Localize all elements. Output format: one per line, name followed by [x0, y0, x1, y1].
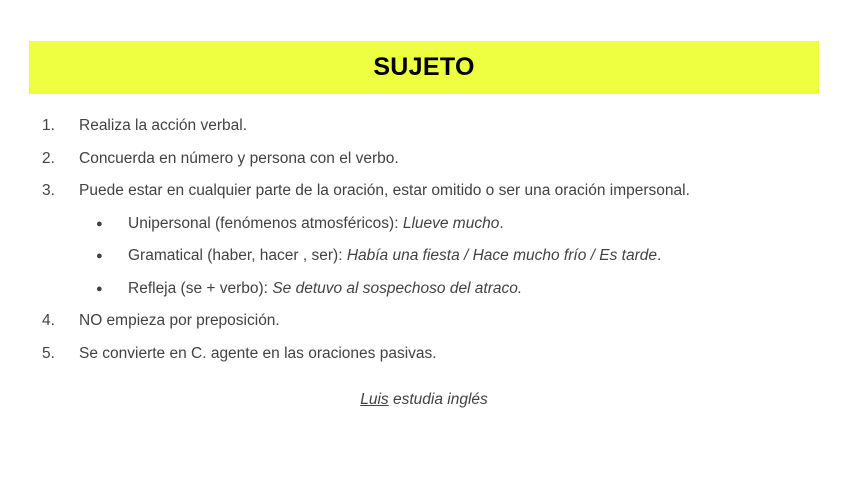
list-number: 5. [42, 344, 55, 362]
example-predicate: estudia inglés [388, 391, 488, 408]
sub-list-item [0, 212, 848, 245]
sub-item-end: . [499, 214, 504, 232]
example-sentence [0, 388, 848, 412]
bullet-icon: ● [96, 250, 103, 262]
list-item [0, 179, 848, 212]
list-number: 2. [42, 149, 55, 167]
sub-item-label: Gramatical (haber, hacer , ser): [128, 247, 347, 264]
sub-list-text [128, 244, 661, 268]
sub-list-item [0, 244, 848, 277]
sub-list-text [128, 277, 522, 301]
sub-item-example: Había una fiesta / Hace mucho frío / Es tarde [346, 247, 657, 264]
list-item [0, 309, 848, 342]
list-number: 3. [42, 182, 55, 199]
list-text: Se convierte en C. agente en las oraciones pasivas. [79, 344, 437, 362]
bullet-icon: ● [96, 282, 103, 295]
list-item [0, 342, 848, 375]
list-number: 1. [42, 117, 55, 134]
title-banner [29, 41, 819, 94]
list-item [0, 147, 848, 180]
sub-item-example: Llueve mucho [402, 214, 500, 232]
list-text: Realiza la acción verbal. [79, 117, 248, 134]
example-subject: Luis [360, 391, 389, 408]
sub-item-example: Se detuvo al sospechoso del atraco. [272, 279, 523, 297]
bullet-icon: ● [96, 217, 103, 230]
list-text: Concuerda en número y persona con el verbo. [79, 149, 399, 167]
list-item [0, 114, 848, 147]
characteristics-list [0, 114, 848, 374]
sub-item-end: . [656, 247, 662, 264]
page-title: SUJETO [373, 53, 475, 81]
list-text: Puede estar en cualquier parte de la oración, estar omitido o ser una oración impersonal. [79, 182, 690, 199]
sub-list-item [0, 277, 848, 310]
sub-item-label: Unipersonal (fenómenos atmosféricos): [128, 214, 403, 232]
sub-item-label: Refleja (se + verbo): [128, 279, 273, 297]
sub-list-text [128, 212, 504, 236]
list-number: 4. [42, 312, 55, 329]
list-text: NO empieza por preposición. [79, 312, 280, 329]
